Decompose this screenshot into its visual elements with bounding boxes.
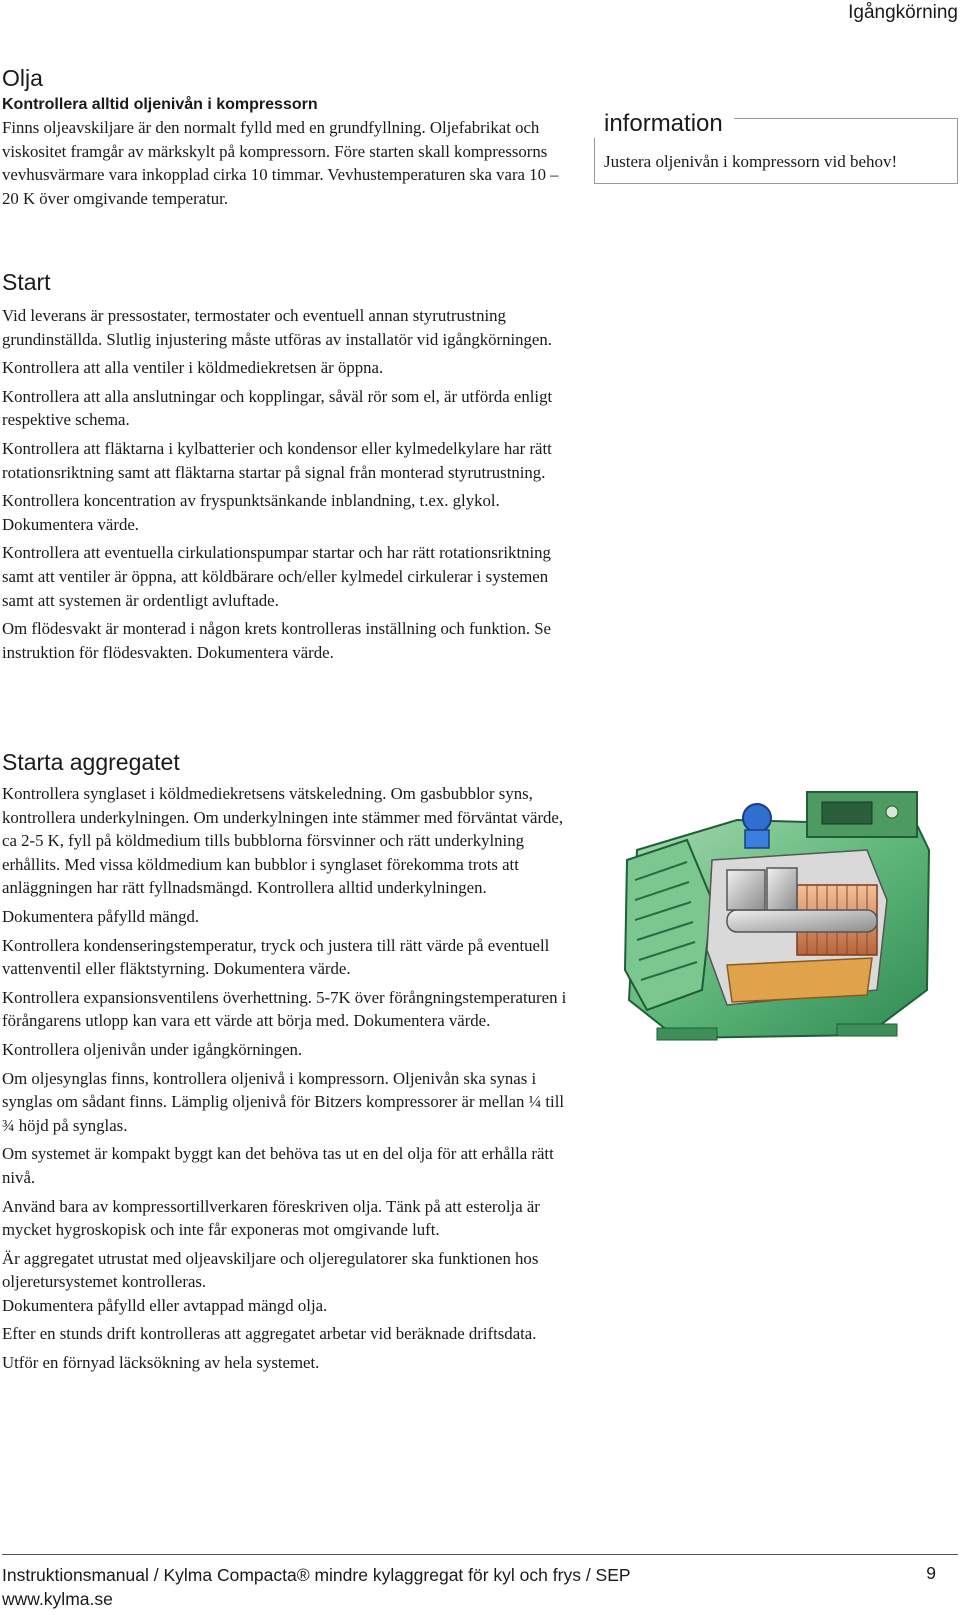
starta-paragraph: Använd bara av kompressortillverkaren föreskriven olja. Tänk på att esterolja är mycket hygroskopisk och inte får exponeras mot omgivande luft. xyxy=(2,1196,540,1240)
footer-title: Instruktionsmanual / Kylma Compacta® mindre kylaggregat för kyl och frys / SEP xyxy=(2,1565,631,1585)
olja-section xyxy=(2,64,574,215)
starta-paragraph: Utför en förnyad läcksökning av hela systemet. xyxy=(2,1353,320,1373)
starta-paragraph: Är aggregatet utrustat med oljeavskiljare och oljeregulatorer ska funktionen hos oljeretursystemet kontrolleras. xyxy=(2,1248,539,1292)
starta-paragraph: Dokumentera påfylld mängd. xyxy=(2,906,200,926)
start-paragraph: Kontrollera att alla anslutningar och kopplingar, såväl rör som el, är utförda enligt respektive schema. xyxy=(2,386,553,430)
starta-paragraph: Kontrollera kondenseringstemperatur, tryck och justera till rätt värde på eventuell vattenventil eller fläktstyrning. Dokumentera värde. xyxy=(2,935,550,979)
compressor-cutaway-illustration xyxy=(617,790,935,1048)
information-box xyxy=(594,110,958,184)
footer-divider xyxy=(2,1554,958,1555)
information-title: information xyxy=(604,110,729,138)
starta-paragraph: Kontrollera expansionsventilens överhettning. 5-7K över förångningstemperaturen i förångarens utlopp kan vara ett värde att börja med. Dokumentera värde. xyxy=(2,987,567,1031)
start-paragraph: Vid leverans är pressostater, termostater och eventuell annan styrutrustning grundinställda. Slutlig injustering måste utföras av installatör vid igångkörningen. xyxy=(2,306,552,349)
start-paragraph: Kontrollera att eventuella cirkulationspumpar startar och har rätt rotationsriktning samt att ventiler är öppna, att köldbärare och/eller kylmedel cirkulerar i systemen samt att systemen är ordentligt avluftade. xyxy=(2,543,551,610)
footer-website-link[interactable]: www.kylma.se xyxy=(2,1589,113,1609)
starta-paragraph: Kontrollera synglaset i köldmediekretsens vätskeledning. Om gasbubblor syns, kontrollera underkylningen. Om underkylningen inte stämmer med förväntat värde, ca 2-5 K, fyll på köldmedium tills bubblorna försvinner och rätt underkylning erhållits. Med vissa köldmedium kan bubblor i synglaset förekomma trots att anläggningen har rätt fyllnadsmängd. Kontrollera alltid underkylningen. xyxy=(2,784,564,898)
compressor-icon xyxy=(617,790,935,1048)
start-paragraph: Kontrollera att fläktarna i kylbatterier och kondensor eller kylmedelkylare har rätt rotationsriktning samt att fläktarna startar på signal från monterad styrutrustning. xyxy=(2,438,552,482)
start-paragraph: Kontrollera att alla ventiler i köldmediekretsen är öppna. xyxy=(2,358,384,378)
starta-aggregatet-section xyxy=(2,748,574,1380)
starta-paragraph: Om systemet är kompakt byggt kan det behöva tas ut en del olja för att erhålla rätt nivå. xyxy=(2,1144,554,1187)
footer xyxy=(2,1563,631,1611)
olja-subheading: Kontrollera alltid oljenivån i kompressorn xyxy=(2,96,318,113)
start-heading: Start xyxy=(2,269,51,295)
starta-heading: Starta aggregatet xyxy=(2,749,180,775)
page-number: 9 xyxy=(926,1563,936,1583)
olja-heading: Olja xyxy=(2,65,43,91)
start-paragraph: Om flödesvakt är monterad i någon krets kontrolleras inställning och funktion. Se instruktion för flödesvakten. Dokumentera värde. xyxy=(2,619,552,662)
olja-paragraph: Finns oljeavskiljare är den normalt fylld med en grundfyllning. Oljefabrikat och viskositet framgår av märkskylt på kompressorn. Före starten skall kompressorns vevhusvärmare vara inkopplad cirka 10 timmar. Vevhustemperaturen ska vara 10 – 20 K över omgivande temperatur. xyxy=(2,118,559,208)
information-text: Justera oljenivån i kompressorn vid behov! xyxy=(604,152,898,171)
starta-paragraph: Dokumentera påfylld eller avtappad mängd olja. xyxy=(2,1295,328,1315)
starta-paragraph: Efter en stunds drift kontrolleras att aggregatet arbetar vid beräknade driftsdata. xyxy=(2,1324,537,1344)
start-paragraph: Kontrollera koncentration av fryspunktsänkande inblandning, t.ex. glykol. Dokumentera värde. xyxy=(2,491,500,534)
start-section xyxy=(2,268,574,669)
running-header: Igångkörning xyxy=(848,2,958,23)
starta-paragraph: Om oljesynglas finns, kontrollera oljenivå i kompressorn. Oljenivån ska synas i synglas om sådant finns. Lämplig oljenivå för Bitzers kompressorer är mellan ¼ till ¾ höjd på synglas. xyxy=(2,1068,565,1135)
starta-paragraph: Kontrollera oljenivån under igångkörningen. xyxy=(2,1039,303,1059)
